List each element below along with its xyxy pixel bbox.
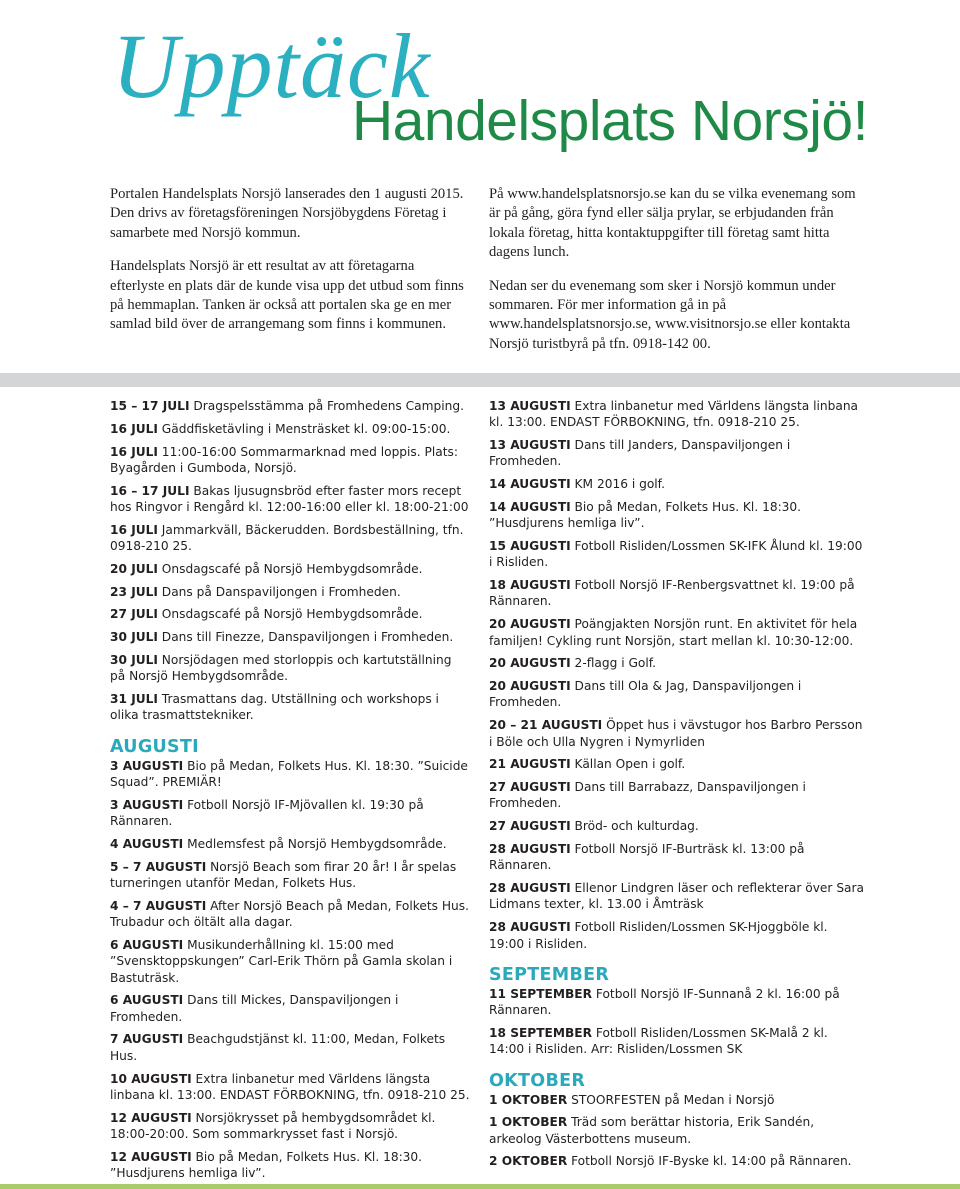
- event-date: 23 JULI: [110, 584, 158, 599]
- event-date: 13 AUGUSTI: [489, 399, 571, 413]
- event-text: Gäddfisketävling i Mensträsket kl. 09:00-15:00.: [157, 421, 451, 436]
- event-entry: [489, 538, 864, 571]
- event-entry: [110, 444, 470, 477]
- event-entry: [489, 616, 864, 649]
- event-entry: [489, 1025, 864, 1058]
- event-text: Onsdagscafé på Norsjö Hembygdsområde.: [157, 561, 423, 576]
- event-text: Bio på Medan, Folkets Hus. Kl. 18:30. ”Husdjurens hemliga liv”.: [489, 499, 802, 531]
- event-date: 20 AUGUSTI: [489, 679, 571, 694]
- event-text: Träd som berättar historia, Erik Sandén, arkeolog Västerbottens museum.: [489, 1115, 815, 1146]
- intro-left-column: [110, 185, 470, 349]
- event-date: 28 AUGUSTI: [489, 881, 571, 896]
- event-text: After Norsjö Beach på Medan, Folkets Hus. Trubadur och öltält alla dagar.: [110, 898, 469, 930]
- section-divider: [0, 373, 960, 387]
- event-text: Bröd- och kulturdag.: [570, 819, 699, 834]
- intro-paragraph: Nedan ser du evenemang som sker i Norsjö kommun under sommaren. För mer information gå in på www.handelsplatsnorsjo.se, www.visitnorsjo.se eller kontakta Norsjö turistbyrå på tfn. 0918-142 00.: [489, 277, 851, 352]
- event-text: Jammarkväll, Bäckerudden. Bordsbeställning, tfn. 0918-210 25.: [110, 522, 464, 554]
- event-text: Dans på Danspaviljongen i Fromheden.: [157, 584, 401, 599]
- event-date: 27 JULI: [110, 607, 158, 622]
- events-augusti-right: [489, 398, 864, 952]
- event-date: 16 JULI: [110, 421, 158, 436]
- event-text: Fotboll Risliden/Lossmen SK-Hjoggböle kl. 19:00 i Risliden.: [489, 920, 828, 951]
- event-date: 3 AUGUSTI: [110, 758, 184, 773]
- event-text: Fotboll Norsjö IF-Mjövallen kl. 19:30 på Rännaren.: [110, 797, 424, 829]
- event-text: Bakas ljusugnsbröd efter faster mors recept hos Ringvor i Rengård kl. 12:00-16:00 eller kl. 18:00-21:00: [110, 483, 469, 514]
- event-entry: [110, 758, 470, 791]
- event-date: 1 OKTOBER: [489, 1115, 568, 1130]
- event-entry: [110, 1149, 470, 1182]
- event-text: Ellenor Lindgren läser och reflekterar över Sara Lidmans texter, kl. 13.00 i Åmträsk: [489, 881, 865, 912]
- event-entry: [489, 1114, 864, 1147]
- event-date: 20 JULI: [110, 561, 158, 576]
- event-date: 28 AUGUSTI: [489, 842, 571, 857]
- event-entry: [110, 836, 470, 852]
- event-date: 1 OKTOBER: [489, 1092, 568, 1107]
- event-entry: [110, 652, 470, 685]
- event-date: 6 AUGUSTI: [110, 993, 184, 1008]
- event-text: Fotboll Risliden/Lossmen SK-Malå 2 kl. 14:00 i Risliden. Arr: Risliden/Lossmen SK: [489, 1025, 828, 1057]
- header-title-main: Handelsplats Norsjö!: [352, 89, 868, 153]
- header-title-script: Upptäck: [112, 15, 431, 117]
- event-entry: [110, 937, 470, 986]
- event-text: Dans till Mickes, Danspaviljongen i Fromheden.: [110, 993, 399, 1024]
- event-date: 16 JULI: [110, 522, 158, 537]
- month-heading-augusti: AUGUSTI: [110, 736, 199, 757]
- event-text: Bio på Medan, Folkets Hus. Kl. 18:30. ”Husdjurens hemliga liv”.: [110, 1149, 423, 1180]
- events-left-column: [110, 398, 470, 1188]
- event-entry: [110, 483, 470, 516]
- event-date: 20 AUGUSTI: [489, 617, 571, 632]
- event-text: Öppet hus i vävstugor hos Barbro Persson i Böle och Ulla Nygren i Nymyrliden: [489, 718, 863, 749]
- event-text: Musikunderhållning kl. 15:00 med ”Svensktoppskungen” Carl-Erik Thörn på Gamla skolan i Bastuträsk.: [110, 937, 453, 985]
- event-text: Onsdagscafé på Norsjö Hembygdsområde.: [157, 607, 423, 622]
- event-date: 27 AUGUSTI: [489, 780, 571, 795]
- event-date: 14 AUGUSTI: [489, 477, 571, 492]
- event-text: Poängjakten Norsjön runt. En aktivitet för hela familjen! Cykling runt Norsjön, start mellan kl. 10:30-12:00.: [489, 617, 858, 648]
- event-entry: [110, 992, 470, 1025]
- events-oktober: [489, 1092, 864, 1170]
- event-text: 11:00-16:00 Sommarmarknad med loppis. Plats: Byagården i Gumboda, Norsjö.: [110, 444, 458, 475]
- event-date: 3 AUGUSTI: [110, 797, 184, 812]
- event-entry: [110, 561, 470, 577]
- event-date: 4 AUGUSTI: [110, 836, 184, 851]
- month-heading-oktober: OKTOBER: [489, 1070, 586, 1091]
- event-entry: [110, 398, 470, 414]
- event-date: 12 AUGUSTI: [110, 1110, 192, 1125]
- event-entry: [489, 1153, 864, 1169]
- event-text: Källan Open i golf.: [570, 757, 686, 772]
- intro-paragraph: Portalen Handelsplats Norsjö lanserades den 1 augusti 2015. Den drivs av företagsföreningen Norsjöbygdens Företag i samarbete med Norsjö kommun.: [110, 186, 464, 241]
- event-entry: [110, 1031, 470, 1064]
- event-text: Norsjö Beach som firar 20 år! I år spelas turneringen utanför Medan, Folkets Hus.: [110, 859, 457, 891]
- event-date: 2 OKTOBER: [489, 1154, 568, 1169]
- event-date: 15 – 17 JULI: [110, 399, 190, 413]
- event-date: 27 AUGUSTI: [489, 819, 571, 834]
- event-text: Beachgudstjänst kl. 11:00, Medan, Folkets Hus.: [110, 1032, 446, 1063]
- event-date: 20 AUGUSTI: [489, 656, 571, 671]
- intro-right-column: [489, 185, 864, 368]
- event-date: 28 AUGUSTI: [489, 920, 571, 935]
- event-entry: [489, 756, 864, 772]
- event-text: 2-flagg i Golf.: [570, 656, 657, 671]
- event-date: 12 AUGUSTI: [110, 1149, 192, 1164]
- event-entry: [489, 437, 864, 470]
- event-text: Norsjödagen med storloppis och kartutställning på Norsjö Hembygdsområde.: [110, 653, 452, 684]
- event-entry: [489, 841, 864, 874]
- month-heading-september: SEPTEMBER: [489, 964, 610, 985]
- events-augusti-left: [110, 758, 470, 1182]
- bottom-rule: [0, 1184, 960, 1189]
- event-date: 30 JULI: [110, 630, 158, 645]
- event-date: 16 – 17 JULI: [110, 483, 190, 498]
- event-date: 4 – 7 AUGUSTI: [110, 898, 207, 913]
- event-date: 16 JULI: [110, 444, 158, 459]
- event-entry: [110, 797, 470, 830]
- event-text: Medlemsfest på Norsjö Hembygdsområde.: [183, 836, 447, 851]
- event-date: 14 AUGUSTI: [489, 499, 571, 514]
- event-text: KM 2016 i golf.: [570, 477, 665, 492]
- events-september: [489, 986, 864, 1058]
- event-text: Dans till Barrabazz, Danspaviljongen i Fromheden.: [489, 780, 806, 811]
- event-entry: [110, 421, 470, 437]
- event-date: 21 AUGUSTI: [489, 757, 571, 772]
- event-entry: [489, 779, 864, 812]
- event-entry: [110, 898, 470, 931]
- event-entry: [489, 398, 864, 431]
- event-entry: [110, 629, 470, 645]
- event-date: 18 SEPTEMBER: [489, 1025, 593, 1040]
- events-right-column: [489, 398, 864, 1176]
- event-entry: [110, 859, 470, 892]
- event-entry: [489, 919, 864, 952]
- event-entry: [489, 577, 864, 610]
- event-text: Dans till Ola & Jag, Danspaviljongen i Fromheden.: [489, 679, 802, 710]
- event-text: Fotboll Norsjö IF-Byske kl. 14:00 på Rännaren.: [567, 1154, 852, 1169]
- event-text: Extra linbanetur med Världens längsta linbana kl. 13:00. ENDAST FÖRBOKNING, tfn. 0918-210 25.: [489, 399, 859, 430]
- event-entry: [489, 717, 864, 750]
- event-text: Dragspelsstämma på Fromhedens Camping.: [189, 399, 464, 413]
- event-entry: [489, 818, 864, 834]
- event-date: 5 – 7 AUGUSTI: [110, 859, 207, 874]
- event-entry: [110, 691, 470, 724]
- event-entry: [110, 606, 470, 622]
- event-text: Bio på Medan, Folkets Hus. Kl. 18:30. ”Suicide Squad”. PREMIÄR!: [110, 758, 468, 790]
- event-entry: [489, 678, 864, 711]
- event-entry: [489, 880, 864, 913]
- event-date: 20 – 21 AUGUSTI: [489, 718, 603, 733]
- event-entry: [489, 655, 864, 671]
- event-date: 6 AUGUSTI: [110, 937, 184, 952]
- event-date: 30 JULI: [110, 653, 158, 668]
- event-text: STOORFESTEN på Medan i Norsjö: [567, 1092, 775, 1107]
- event-date: 10 AUGUSTI: [110, 1071, 192, 1086]
- event-entry: [110, 1110, 470, 1143]
- event-entry: [110, 1071, 470, 1104]
- event-entry: [489, 986, 864, 1019]
- event-text: Fotboll Risliden/Lossmen SK-IFK Ålund kl. 19:00 i Risliden.: [489, 539, 863, 570]
- event-date: 31 JULI: [110, 692, 158, 707]
- event-text: Dans till Finezze, Danspaviljongen i Fromheden.: [157, 630, 454, 645]
- event-text: Trasmattans dag. Utställning och workshops i olika trasmattstekniker.: [110, 692, 439, 723]
- event-entry: [489, 499, 864, 532]
- event-text: Fotboll Norsjö IF-Renbergsvattnet kl. 19:00 på Rännaren.: [489, 578, 855, 609]
- event-entry: [489, 476, 864, 492]
- events-juli: [110, 398, 470, 724]
- event-date: 11 SEPTEMBER: [489, 986, 593, 1001]
- event-entry: [489, 1092, 864, 1108]
- event-date: 18 AUGUSTI: [489, 578, 571, 593]
- event-date: 15 AUGUSTI: [489, 539, 571, 554]
- event-date: 13 AUGUSTI: [489, 438, 571, 453]
- event-entry: [110, 522, 470, 555]
- event-text: Fotboll Norsjö IF-Sunnanå 2 kl. 16:00 på Rännaren.: [489, 986, 840, 1018]
- event-text: Dans till Janders, Danspaviljongen i Fromheden.: [489, 438, 791, 469]
- intro-paragraph: Handelsplats Norsjö är ett resultat av att företagarna efterlyste en plats där de kunde visa upp det utbud som finns på hemmaplan. Tanken är också att portalen ska ge en mer samlad bild över de arrangemang som finns i kommunen.: [110, 258, 464, 333]
- intro-paragraph: På www.handelsplatsnorsjo.se kan du se vilka evenemang som är på gång, göra fynd eller sälja prylar, se erbjudanden från lokala företag, hitta kontaktuppgifter till företag samt hitta dagens lunch.: [489, 186, 856, 261]
- event-text: Fotboll Norsjö IF-Burträsk kl. 13:00 på Rännaren.: [489, 842, 805, 873]
- event-text: Extra linbanetur med Världens längsta linbana kl. 13:00. ENDAST FÖRBOKNING, tfn. 0918-210 25.: [110, 1071, 470, 1102]
- event-entry: [110, 584, 470, 600]
- event-text: Norsjökrysset på hembygdsområdet kl. 18:00-20:00. Som sommarkrysset fast i Norsjö.: [110, 1110, 436, 1141]
- event-date: 7 AUGUSTI: [110, 1032, 184, 1047]
